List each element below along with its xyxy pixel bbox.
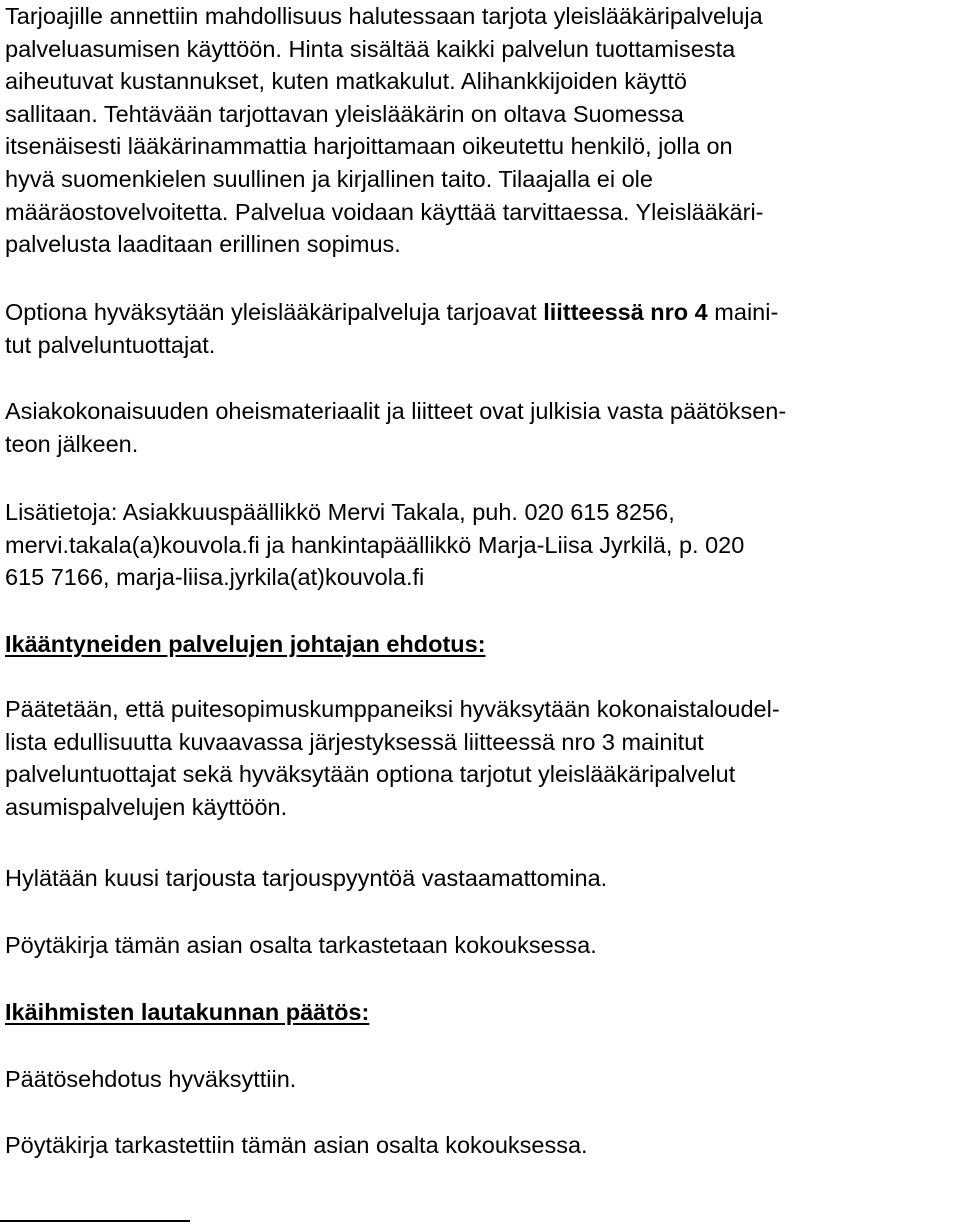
materials-line: Asiakokonaisuuden oheismateriaalit ja liitteet ovat julkisia vasta päätöksen- <box>5 398 787 424</box>
option-text-start: Optiona hyväksytään yleislääkäripalveluja tarjoavat <box>5 299 544 325</box>
contact-line: 615 7166, marja-liisa.jyrkila(at)kouvola.fi <box>5 564 425 591</box>
intro-line: sallitaan. Tehtävään tarjottavan yleislääkärin on oltava Suomessa <box>5 100 684 127</box>
proposal-line: asumispalvelujen käyttöön. <box>5 793 288 820</box>
proposal-paragraph <box>5 693 780 823</box>
decision-paragraph: Päätösehdotus hyväksyttiin. <box>5 1066 297 1092</box>
footnote-separator <box>0 1220 190 1222</box>
rejection-paragraph: Hylätään kuusi tarjousta tarjouspyyntöä vastaamattomina. <box>5 865 608 891</box>
contact-line: Lisätietoja: Asiakkuuspäällikkö Mervi Takala, puh. 020 615 8256, <box>5 499 675 525</box>
option-line: tut palveluntuottajat. <box>5 331 216 358</box>
intro-line: itsenäisesti lääkärinammattia harjoittamaan oikeutettu henkilö, jolla on <box>5 133 733 160</box>
option-line <box>5 296 778 329</box>
intro-line: palveluasumisen käyttöön. Hinta sisältää kaikki palvelun tuottamisesta <box>5 35 736 62</box>
contact-line: mervi.takala(a)kouvola.fi ja hankintapäällikkö Marja-Liisa Jyrkilä, p. 020 <box>5 531 745 558</box>
intro-line: aiheutuvat kustannukset, kuten matkakulut. Alihankkijoiden käyttö <box>5 68 687 95</box>
intro-line: Tarjoajille annettiin mahdollisuus halutessaan tarjota yleislääkäripalveluja <box>5 3 763 29</box>
contact-paragraph <box>5 496 744 594</box>
minutes-paragraph-1: Pöytäkirja tämän asian osalta tarkastetaan kokouksessa. <box>5 932 597 958</box>
decision-heading: Ikäihmisten lautakunnan päätös: <box>5 999 370 1025</box>
proposal-line: palveluntuottajat sekä hyväksytään optiona tarjotut yleislääkäripalvelut <box>5 761 736 788</box>
intro-paragraph <box>5 0 764 261</box>
intro-line: hyvä suomenkielen suullinen ja kirjallinen taito. Tilaajalla ei ole <box>5 165 653 192</box>
materials-line: teon jälkeen. <box>5 430 139 457</box>
materials-paragraph <box>5 395 786 460</box>
minutes-paragraph-2: Pöytäkirja tarkastettiin tämän asian osalta kokouksessa. <box>5 1132 588 1158</box>
option-text-end: maini- <box>707 299 779 325</box>
intro-line: määräostovelvoitetta. Palvelua voidaan käyttää tarvittaessa. Yleislääkäri- <box>5 198 764 225</box>
proposal-line: Päätetään, että puitesopimuskumppaneiksi hyväksytään kokonaistaloudel- <box>5 696 780 722</box>
intro-line: palvelusta laaditaan erillinen sopimus. <box>5 231 401 258</box>
proposal-line: lista edullisuutta kuvaavassa järjestyksessä liitteessä nro 3 mainitut <box>5 728 704 755</box>
option-paragraph <box>5 296 778 361</box>
appendix-reference: liitteessä nro 4 <box>543 299 708 325</box>
proposal-heading: Ikääntyneiden palvelujen johtajan ehdotus: <box>5 631 486 657</box>
